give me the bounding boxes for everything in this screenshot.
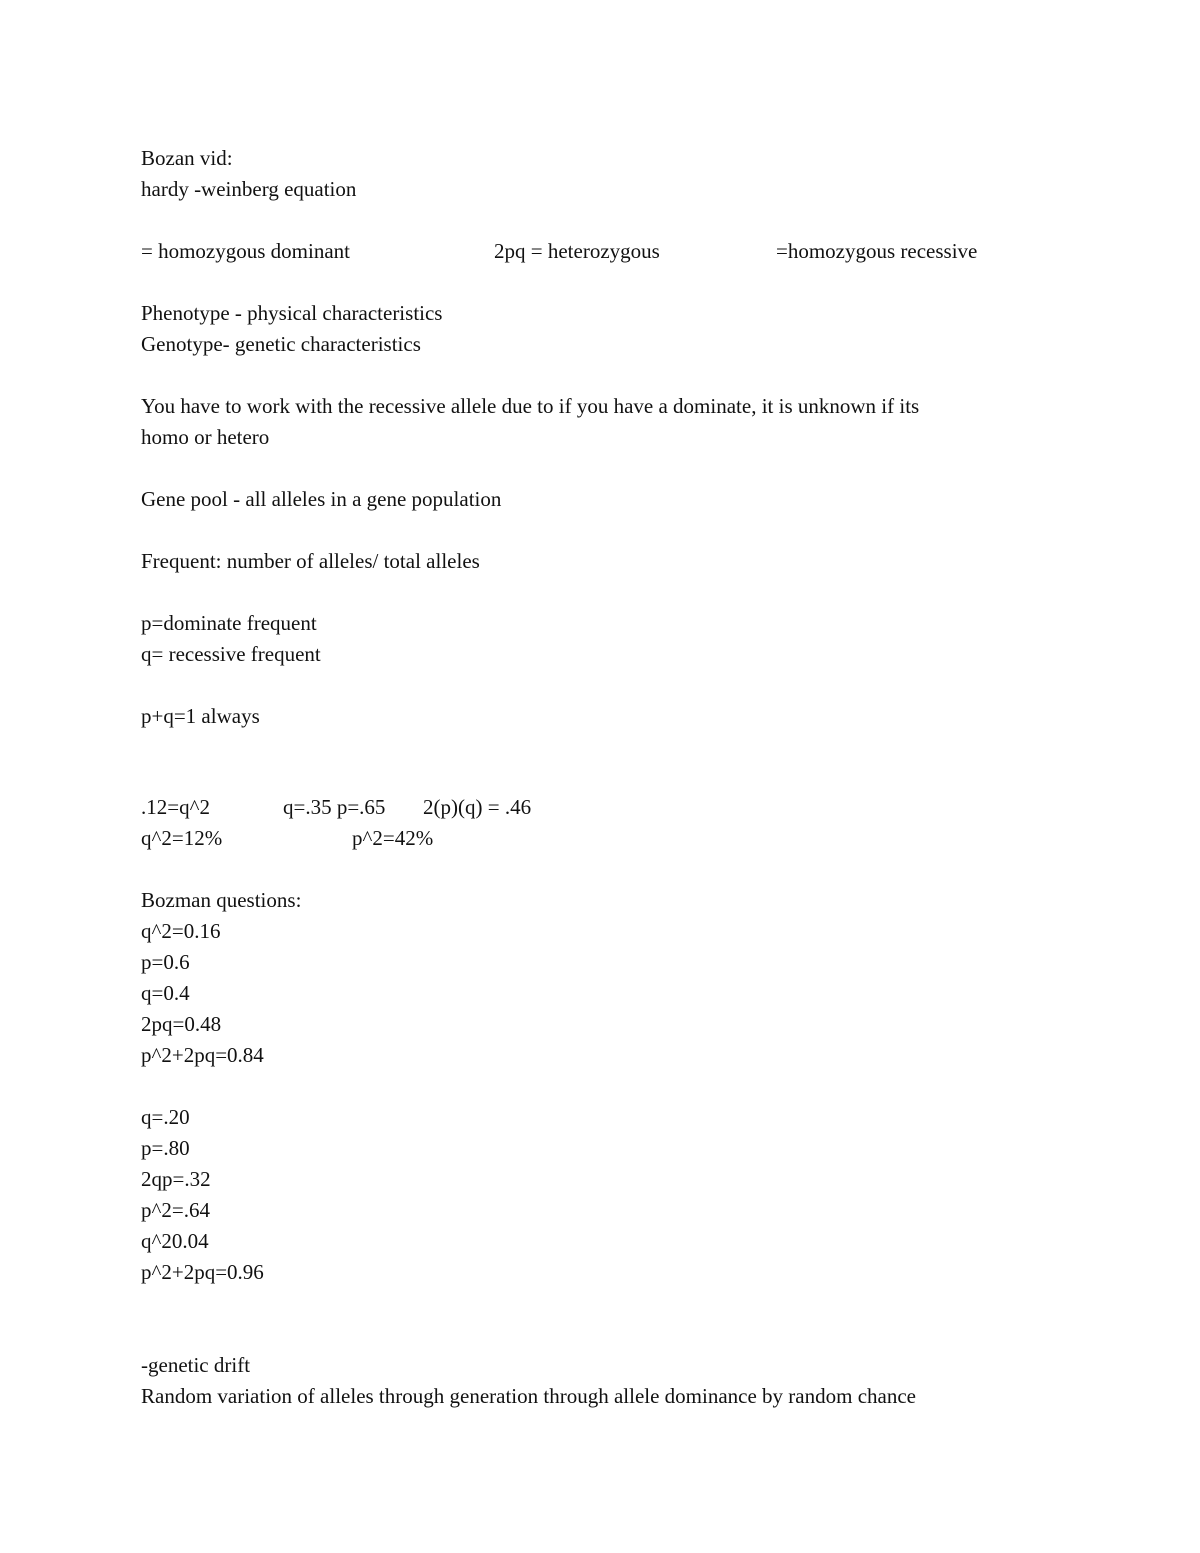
phenotype-definition: Phenotype - physical characteristics — [141, 301, 443, 325]
example-q-squared: .12=q^2 — [141, 795, 210, 819]
bozman-answer: q^2=0.16 — [141, 919, 221, 943]
example-two-pq: 2(p)(q) = .46 — [423, 795, 532, 819]
document-subheading: hardy -weinberg equation — [141, 177, 357, 201]
bozman-questions-heading: Bozman questions: — [141, 888, 302, 912]
gene-pool-definition: Gene pool - all alleles in a gene population — [141, 487, 502, 511]
second-set-line: q^20.04 — [141, 1229, 209, 1253]
second-set-line: p^2+2pq=0.96 — [141, 1260, 264, 1284]
recessive-note-line-1: You have to work with the recessive allele due to if you have a dominate, it is unknown if its — [141, 394, 920, 418]
sum-rule: p+q=1 always — [141, 704, 260, 728]
second-set-line: p=.80 — [141, 1136, 190, 1160]
genotype-definition: Genotype- genetic characteristics — [141, 332, 421, 356]
bozman-answer: q=0.4 — [141, 981, 190, 1005]
document-heading: Bozan vid: — [141, 146, 233, 170]
second-set-line: q=.20 — [141, 1105, 190, 1129]
heterozygous-label: 2pq = heterozygous — [494, 239, 660, 263]
bozman-answer: 2pq=0.48 — [141, 1012, 222, 1036]
bozman-answer: p^2+2pq=0.84 — [141, 1043, 264, 1067]
genetic-drift-heading: -genetic drift — [141, 1353, 251, 1377]
p-definition: p=dominate frequent — [141, 611, 317, 635]
example-q-squared-percent: q^2=12% — [141, 826, 223, 850]
genetic-drift-definition: Random variation of alleles through generation through allele dominance by random chance — [141, 1384, 916, 1408]
homozygous-dominant-label: = homozygous dominant — [141, 239, 350, 263]
second-set-line: p^2=.64 — [141, 1198, 210, 1222]
q-definition: q= recessive frequent — [141, 642, 321, 666]
example-p-squared-percent: p^2=42% — [352, 826, 434, 850]
frequent-definition: Frequent: number of alleles/ total alleles — [141, 549, 480, 573]
homozygous-recessive-label: =homozygous recessive — [776, 239, 978, 263]
bozman-answer: p=0.6 — [141, 950, 190, 974]
example-q-p-values: q=.35 p=.65 — [283, 795, 386, 819]
recessive-note-line-2: homo or hetero — [141, 425, 270, 449]
second-set-line: 2qp=.32 — [141, 1167, 211, 1191]
